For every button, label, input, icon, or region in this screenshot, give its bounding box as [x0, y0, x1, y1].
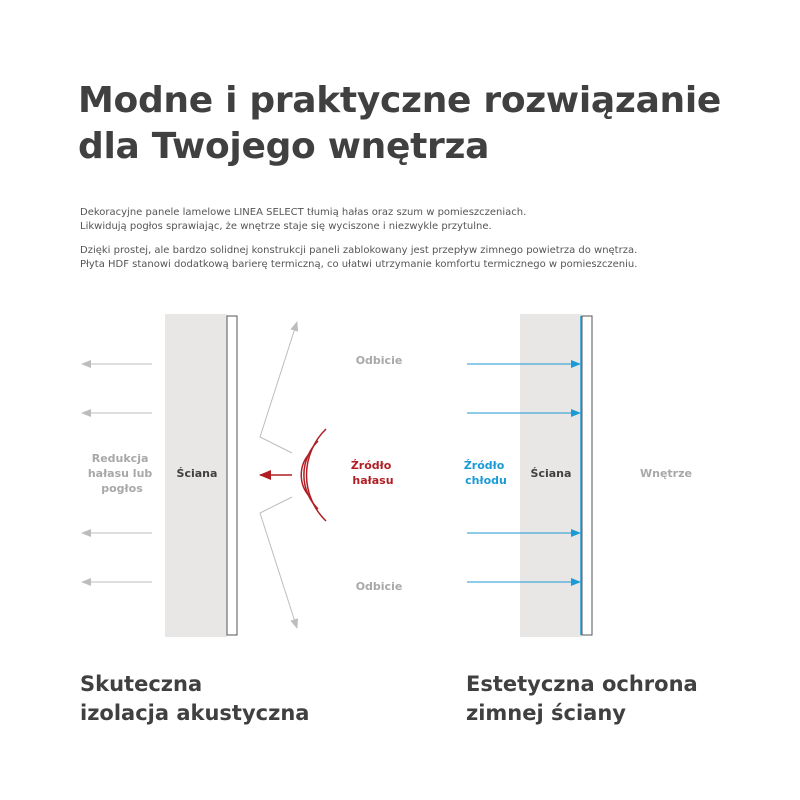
reflection-arrow-icon	[260, 497, 297, 628]
cold-source-label: Źródło chłodu	[463, 459, 507, 487]
reflection-bottom-label: Odbicie	[355, 580, 403, 593]
thermal-caption	[466, 670, 698, 728]
acoustic-diagram	[82, 314, 402, 637]
thermal-caption-line-1: Estetyczna ochrona	[466, 672, 698, 696]
interior-label: Wnętrze	[640, 467, 692, 480]
reflection-arrow-icon	[260, 322, 297, 453]
thermal-diagram	[464, 314, 692, 637]
acoustic-caption-line-2: izolacja akustyczna	[80, 701, 310, 725]
intro-paragraph-1-line-2: Likwidują pogłos sprawiając, że wnętrze staje się wyciszone i niezwykle przytulne.	[80, 220, 492, 232]
thermal-panel	[582, 316, 592, 635]
noise-source-label: Źródło hałasu	[350, 459, 394, 487]
reflection-top-label: Odbicie	[355, 354, 403, 367]
intro-paragraph-2-line-1: Dzięki prostej, ale bardzo solidnej konstrukcji paneli zablokowany jest przepływ zimnego powietrza do wnętrza.	[80, 245, 638, 256]
acoustic-caption	[80, 670, 309, 728]
reduction-label: Redukcja hałasu lub pogłos	[87, 452, 153, 495]
thermal-wall-label: Ściana	[530, 467, 572, 480]
page-title-line-2: dla Twojego wnętrza	[78, 126, 490, 167]
noise-wave-icon	[301, 429, 326, 521]
page-title-line-1: Modne i praktyczne rozwiązanie	[78, 80, 722, 121]
intro-paragraph-1-line-1: Dekoracyjne panele lamelowe LINEA SELECT tłumią hałas oraz szum w pomieszczeniach.	[80, 207, 527, 218]
thermal-caption-line-2: zimnej ściany	[466, 701, 626, 725]
intro-paragraph-2-line-2: Płyta HDF stanowi dodatkową barierę termiczną, co ułatwi utrzymanie komfortu termicznego w pomieszczeniu.	[80, 258, 638, 270]
acoustic-panel	[227, 316, 237, 635]
acoustic-caption-line-1: Skuteczna	[80, 672, 203, 696]
acoustic-wall-label: Ściana	[176, 467, 218, 480]
